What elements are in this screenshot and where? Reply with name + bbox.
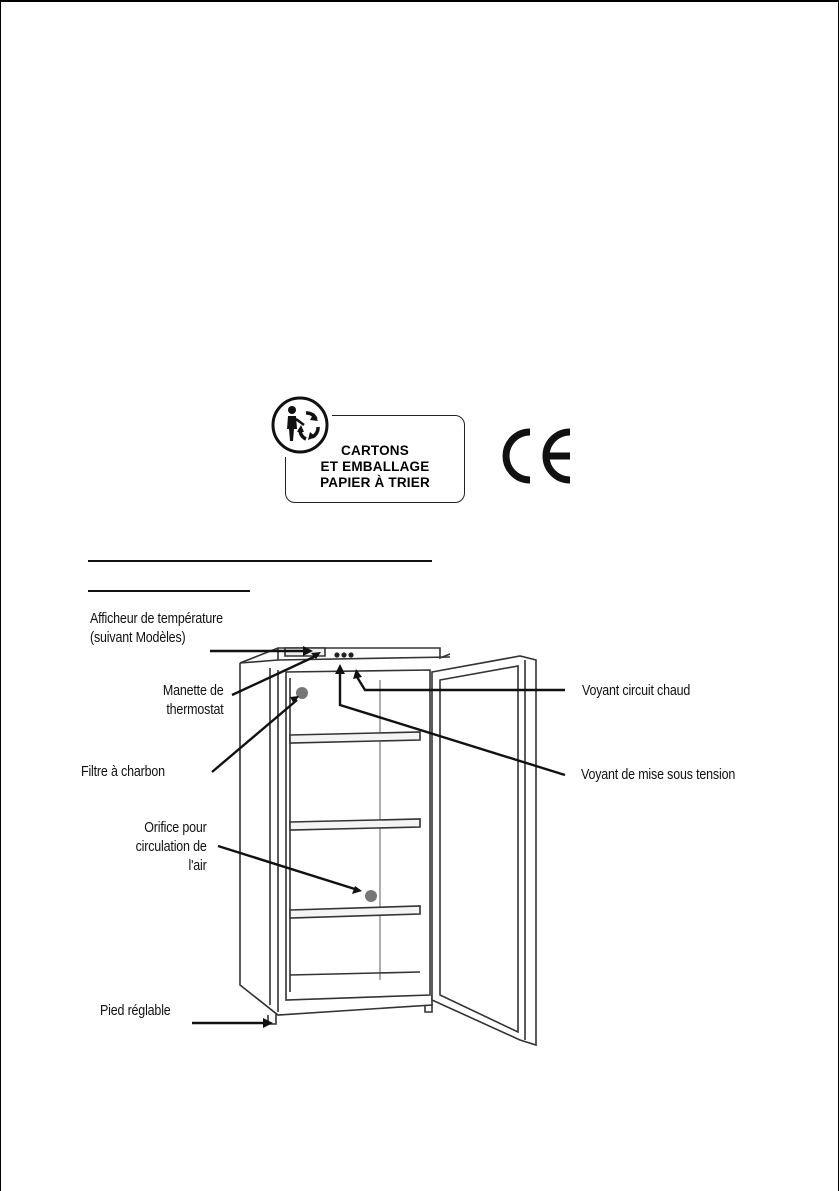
label-power-light: Voyant de mise sous tension (581, 767, 736, 783)
recycling-label-line2: ET EMBALLAGE (320, 459, 430, 474)
recycling-label-line1: CARTONS (341, 443, 409, 458)
cabinet-illustration (0, 600, 839, 1060)
label-thermostat: Manette de thermostat (163, 683, 224, 718)
recycling-label-text (286, 443, 464, 491)
heading-underline-2 (88, 590, 250, 592)
ce-marking-icon (498, 426, 578, 486)
label-adjustable-foot: Pied réglable (100, 1003, 171, 1019)
label-air-vent: Orifice pour circulation de l'air (135, 820, 207, 874)
cabinet-diagram (0, 600, 839, 1060)
recycling-label-line3: PAPIER À TRIER (320, 475, 430, 490)
label-hot-circuit-light: Voyant circuit chaud (582, 683, 691, 699)
label-temperature-display: Afficheur de température (suivant Modèles) (90, 611, 223, 646)
heading-underline-1 (88, 560, 432, 562)
label-charcoal-filter: Filtre à charbon (81, 764, 165, 780)
top-border-line (0, 0, 839, 2)
